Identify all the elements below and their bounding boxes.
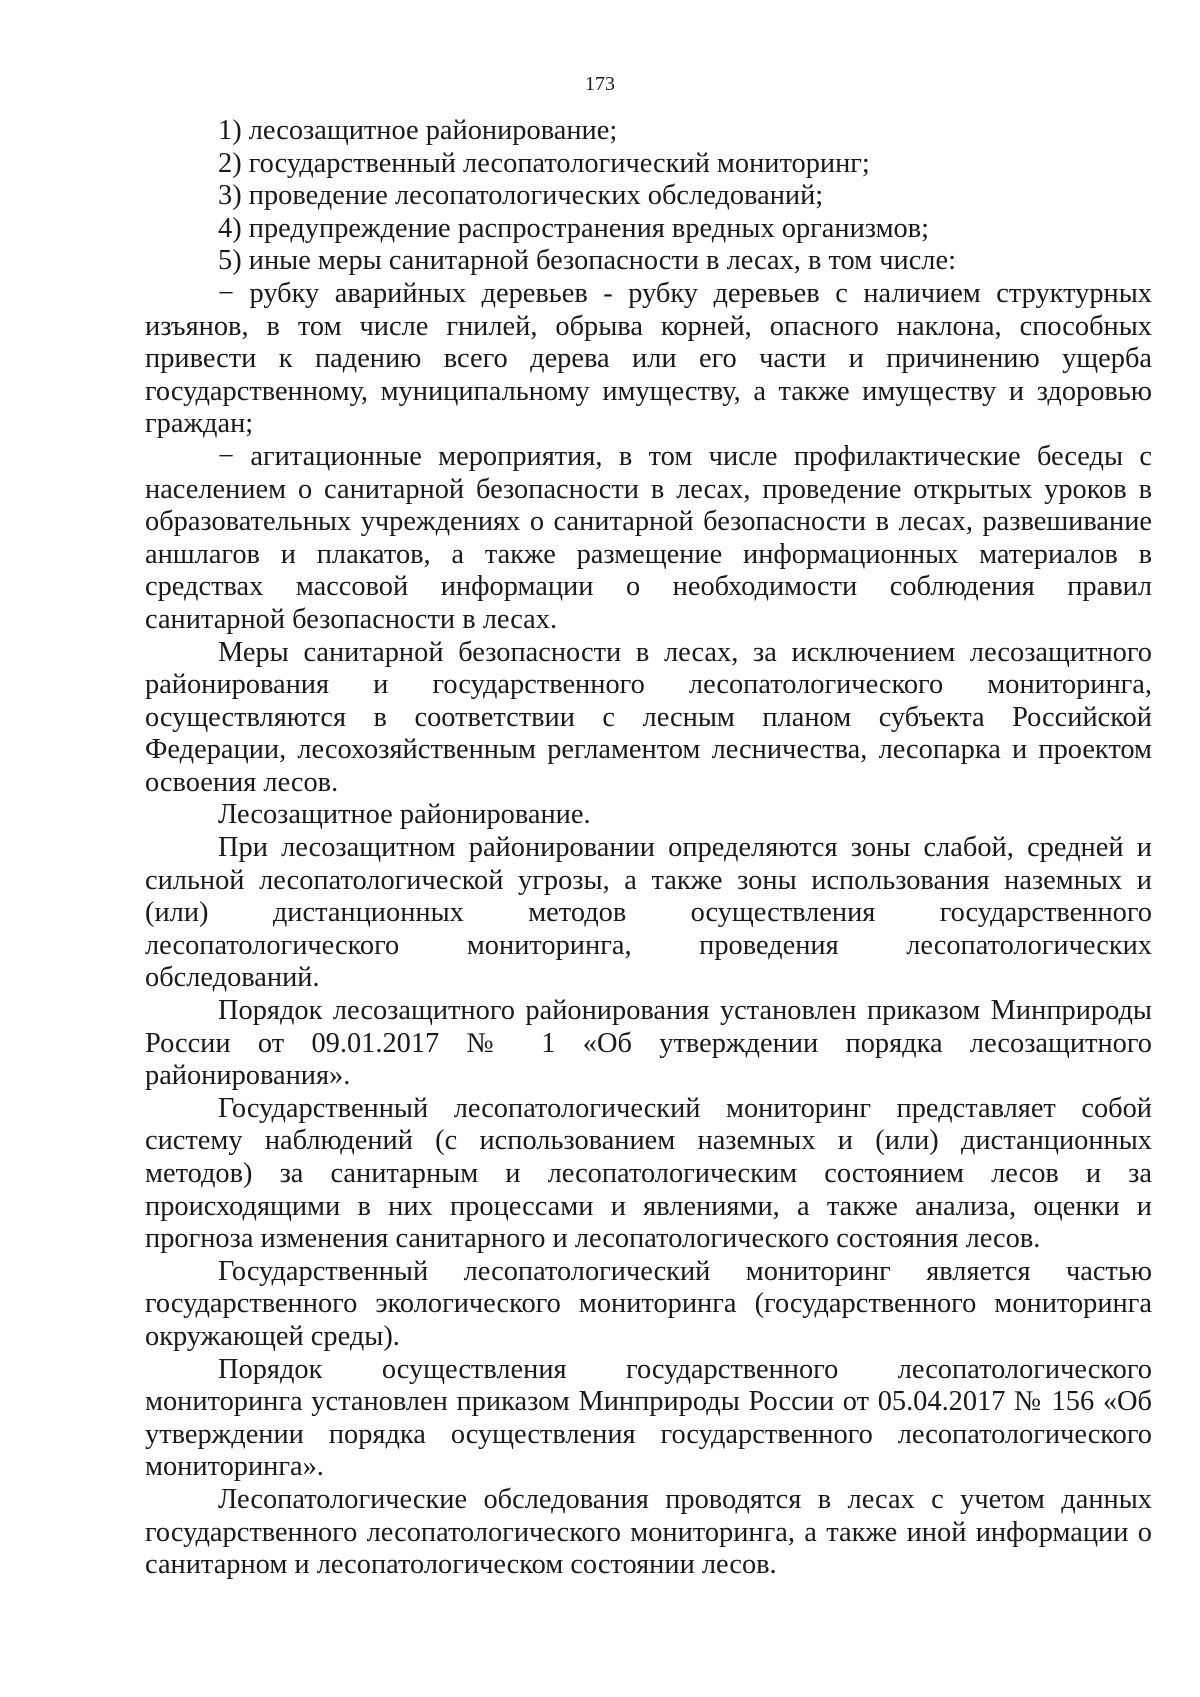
text-line: средствах массовой информации о необходимости соблюдения правил bbox=[145, 571, 1152, 603]
text-line: 2) государственный лесопатологический мониторинг; bbox=[218, 147, 870, 179]
text-line: мониторинга». bbox=[145, 1451, 324, 1483]
text-line: (или) дистанционных методов осуществления государственного bbox=[145, 897, 1152, 929]
text-line: − рубку аварийных деревьев - рубку деревьев с наличием структурных bbox=[218, 277, 1152, 309]
text-line: Порядок осуществления государственного лесопатологического bbox=[218, 1353, 1152, 1385]
text-line: Государственный лесопатологический мониторинг является частью bbox=[218, 1255, 1152, 1287]
text-line: 4) предупреждение распространения вредных организмов; bbox=[218, 212, 930, 244]
text-line: санитарной безопасности в лесах. bbox=[145, 603, 558, 635]
text-line: районирования». bbox=[145, 1060, 351, 1092]
text-line: обследований. bbox=[145, 962, 320, 994]
text-line: методов) за санитарным и лесопатологическим состоянием лесов и за bbox=[145, 1158, 1152, 1189]
text-line: окружающей среды). bbox=[145, 1320, 400, 1352]
text-line: санитарном и лесопатологическом состоянии лесов. bbox=[145, 1549, 777, 1581]
text-line: 5) иные меры санитарной безопасности в лесах, в том числе: bbox=[218, 245, 956, 277]
text-line: Меры санитарной безопасности в лесах, за исключением лесозащитного bbox=[218, 636, 1152, 668]
text-line: 1) лесозащитное районирование; bbox=[218, 115, 618, 146]
text-line: − агитационные мероприятия, в том числе профилактические беседы с bbox=[218, 440, 1152, 472]
text-line: утверждении порядка осуществления государственного лесопатологического bbox=[145, 1418, 1152, 1450]
text-line: государственного лесопатологического мониторинга, а также иной информации о bbox=[145, 1516, 1152, 1548]
text-line: прогноза изменения санитарного и лесопатологического состояния лесов. bbox=[145, 1223, 1041, 1255]
text-line: происходящими в них процессами и явлениями, а также анализа, оценки и bbox=[145, 1190, 1152, 1222]
text-line: Федерации, лесохозяйственным регламентом лесничества, лесопарка и проектом bbox=[145, 734, 1152, 766]
text-line: Лесопатологические обследования проводятся в лесах с учетом данных bbox=[218, 1483, 1152, 1515]
text-line: привести к падению всего дерева или его части и причинению ущерба bbox=[145, 343, 1152, 375]
document-body bbox=[145, 115, 1152, 1582]
text-line: освоения лесов. bbox=[145, 766, 339, 798]
text-line: лесопатологического мониторинга, проведения лесопатологических bbox=[145, 929, 1152, 961]
page-number: 173 bbox=[585, 73, 615, 95]
text-line: населением о санитарной безопасности в лесах, проведение открытых уроков в bbox=[145, 473, 1152, 505]
text-line: образовательных учреждениях о санитарной безопасности в лесах, развешивание bbox=[145, 506, 1152, 538]
text-line: районирования и государственного лесопатологического мониторинга, bbox=[145, 669, 1152, 701]
text-line: осуществляются в соответствии с лесным планом субъекта Российской bbox=[145, 701, 1152, 733]
text-line: сильной лесопатологической угрозы, а также зоны использования наземных и bbox=[145, 864, 1152, 896]
text-line: Государственный лесопатологический мониторинг представляет собой bbox=[218, 1092, 1152, 1124]
text-line: государственному, муниципальному имуществу, а также имуществу и здоровью bbox=[145, 375, 1152, 407]
text-line: изъянов, в том числе гнилей, обрыва корней, опасного наклона, способных bbox=[145, 310, 1152, 342]
text-line: Порядок лесозащитного районирования установлен приказом Минприроды bbox=[218, 995, 1152, 1027]
text-line: государственного экологического мониторинга (государственного мониторинга bbox=[145, 1288, 1152, 1320]
text-line: Лесозащитное районирование. bbox=[218, 799, 591, 831]
text-line: граждан; bbox=[145, 408, 254, 440]
text-line: При лесозащитном районировании определяются зоны слабой, средней и bbox=[218, 832, 1152, 864]
text-line: мониторинга установлен приказом Минприроды России от 05.04.2017 № 156 «Об bbox=[145, 1386, 1152, 1418]
text-line: 3) проведение лесопатологических обследований; bbox=[218, 180, 824, 212]
text-line: России от 09.01.2017 № 1 «Об утверждении порядка лесозащитного bbox=[145, 1027, 1152, 1059]
text-line: систему наблюдений (с использованием наземных и (или) дистанционных bbox=[145, 1125, 1152, 1157]
text-line: аншлагов и плакатов, а также размещение информационных материалов в bbox=[145, 538, 1152, 570]
